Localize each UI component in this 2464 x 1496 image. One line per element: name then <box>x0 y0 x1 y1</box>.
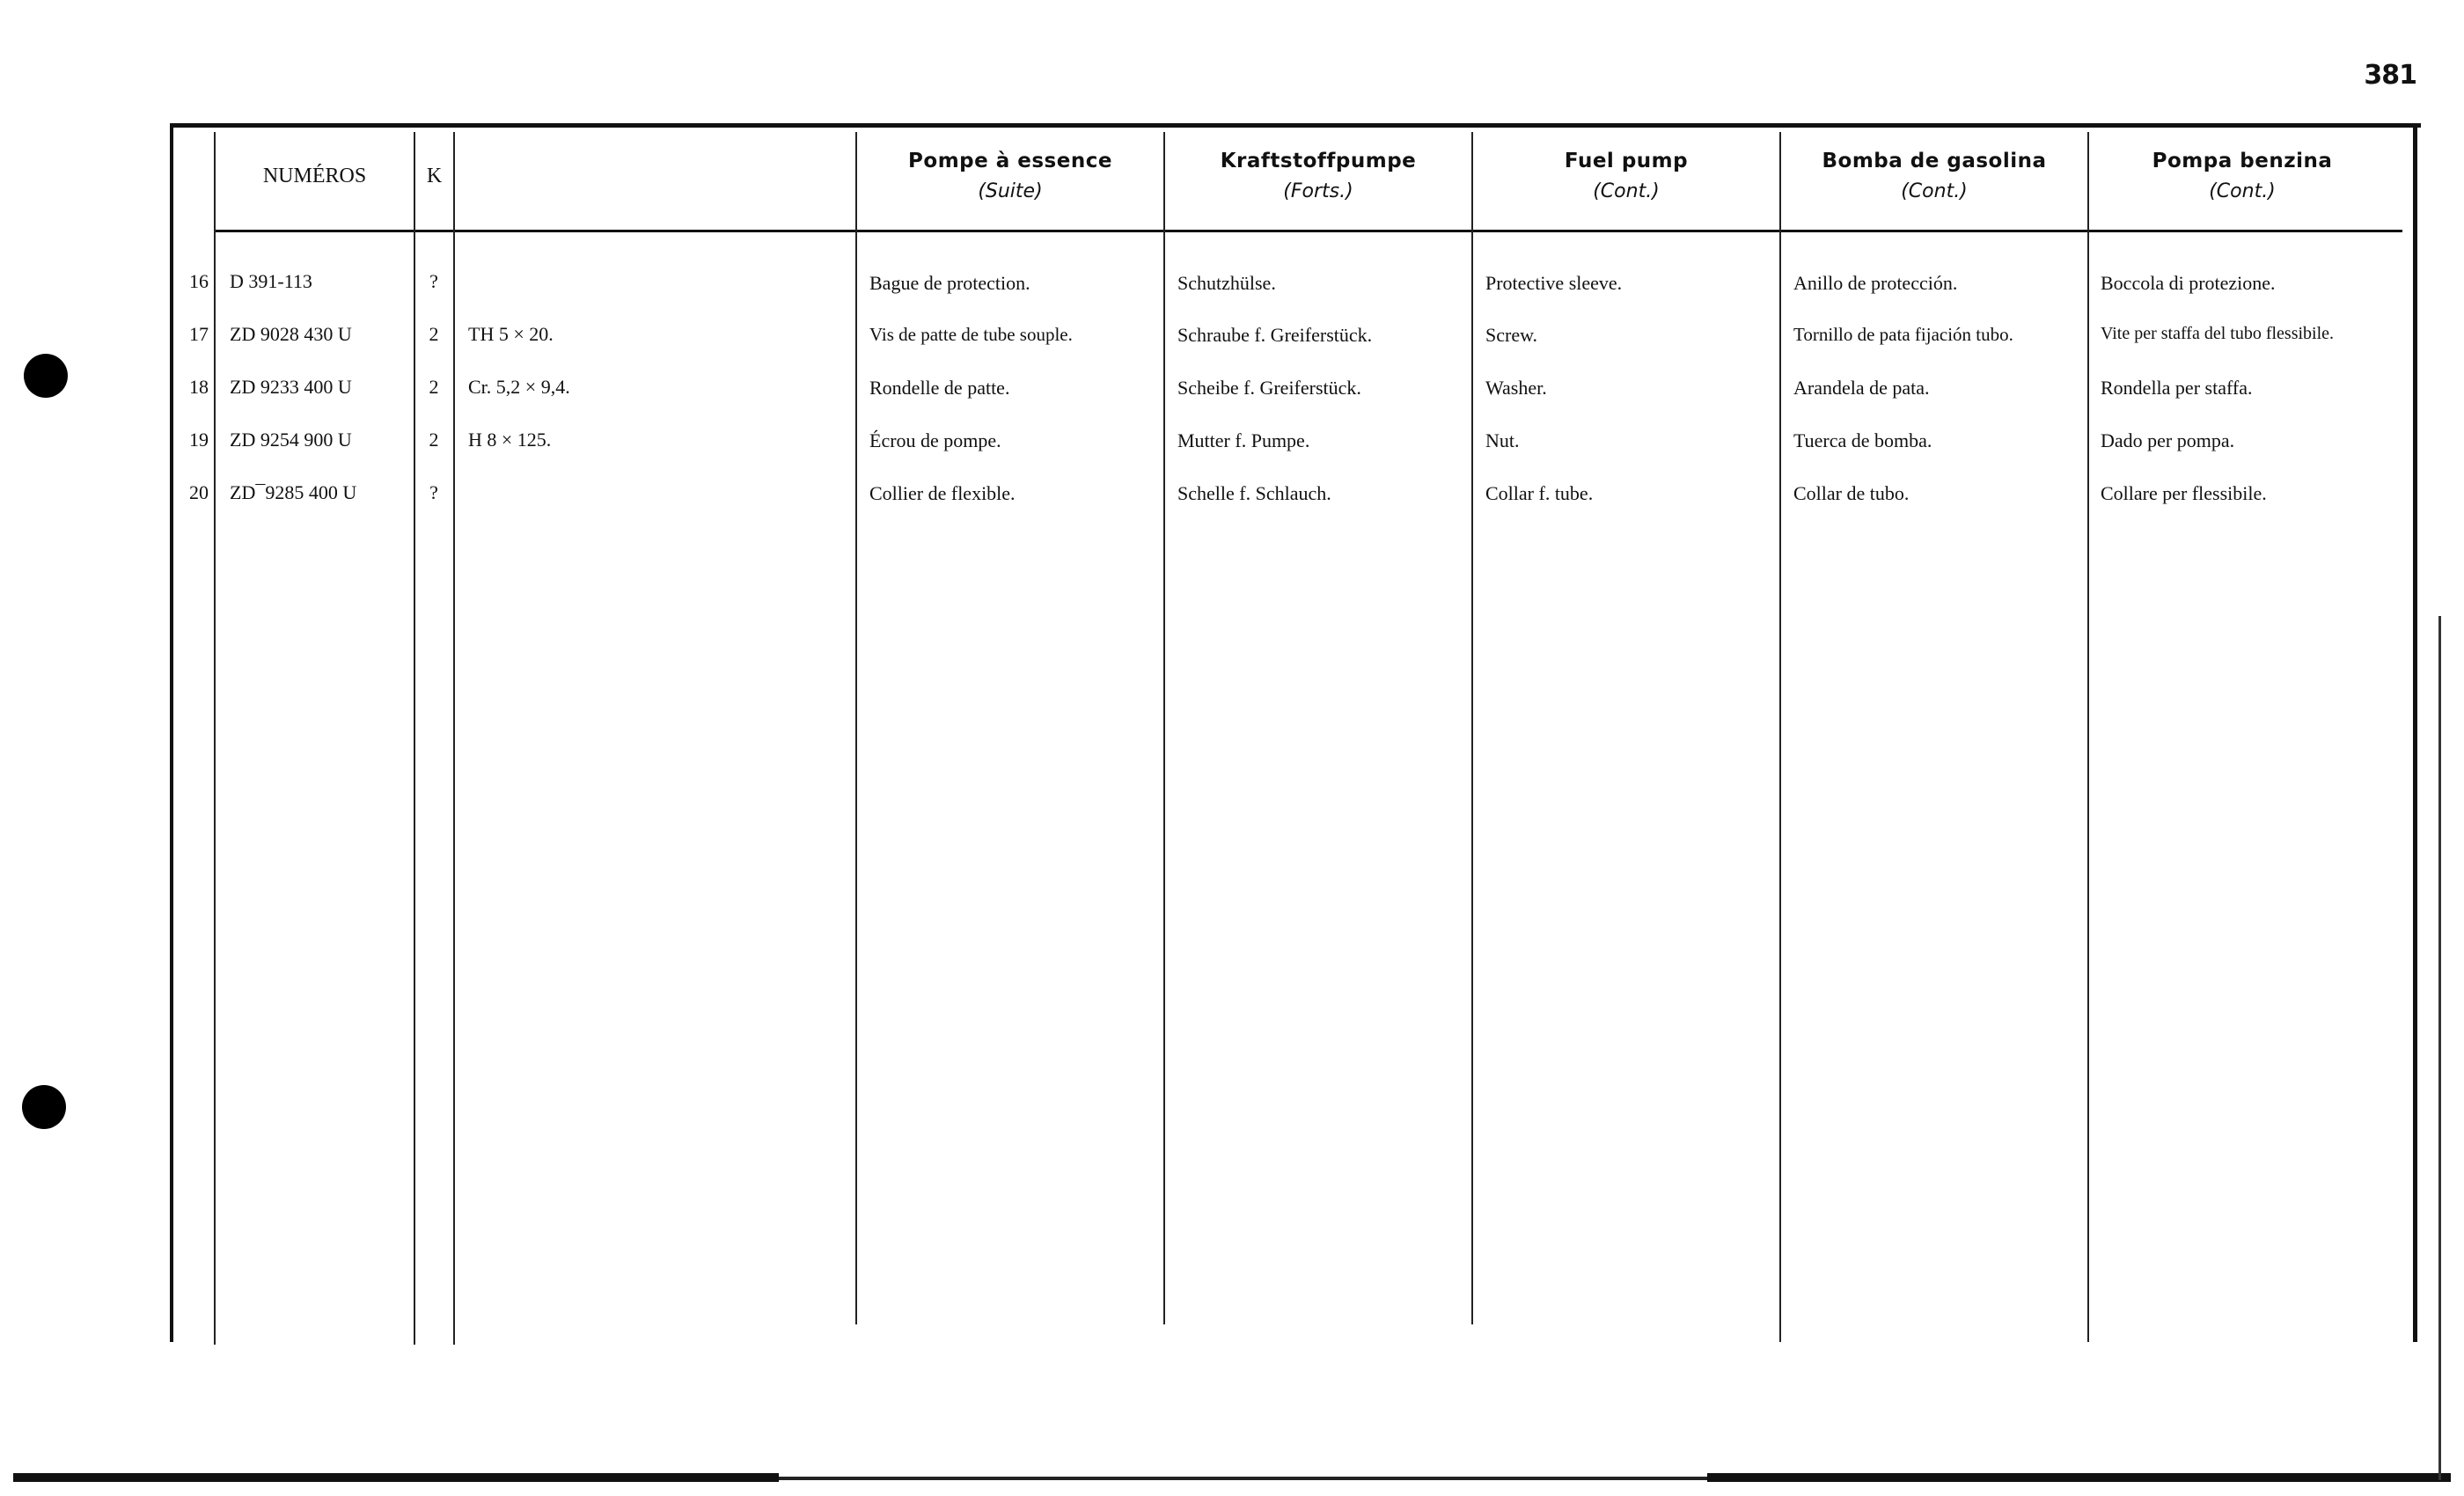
desc-english: Nut. <box>1485 429 1520 451</box>
header-french <box>856 150 1164 202</box>
k-value: 2 <box>429 323 439 345</box>
header-german-title: Kraftstoffpumpe <box>1220 150 1417 172</box>
table-top-border <box>172 123 2421 128</box>
desc-italian: Collare per flessibile. <box>2101 482 2267 504</box>
header-spanish <box>1780 150 2088 202</box>
k-value: 2 <box>429 376 439 398</box>
spec: TH 5 × 20. <box>468 323 554 345</box>
page-bottom-rule-bold-right <box>1707 1473 2451 1482</box>
row-number: 18 <box>189 376 209 398</box>
desc-english: Washer. <box>1485 377 1547 399</box>
column-divider <box>855 132 857 1324</box>
column-divider <box>1471 132 1473 1324</box>
desc-french: Bague de protection. <box>869 272 1030 294</box>
desc-english: Screw. <box>1485 324 1538 346</box>
desc-german: Schelle f. Schlauch. <box>1177 482 1331 504</box>
page-number: 381 <box>2364 60 2416 91</box>
desc-spanish: Tuerca de bomba. <box>1793 429 1932 451</box>
part-number: ZD¯9285 400 U <box>230 481 357 503</box>
header-german-subtitle: (Forts.) <box>1283 180 1353 202</box>
header-k: K <box>426 165 443 187</box>
desc-italian: Vite per staffa del tubo flessibile. <box>2101 324 2335 343</box>
header-french-title: Pompe à essence <box>908 150 1112 172</box>
desc-italian: Boccola di protezione. <box>2101 272 2276 294</box>
header-spanish-title: Bomba de gasolina <box>1822 150 2047 172</box>
table-left-border <box>170 123 173 1342</box>
desc-german: Mutter f. Pumpe. <box>1177 429 1310 451</box>
row-number: 20 <box>189 481 209 503</box>
k-value: 2 <box>429 429 439 451</box>
desc-german: Scheibe f. Greiferstück. <box>1177 377 1361 399</box>
column-divider <box>214 132 216 1345</box>
desc-spanish: Collar de tubo. <box>1793 482 1910 504</box>
header-italian-subtitle: (Cont.) <box>2209 180 2276 202</box>
desc-french: Écrou de pompe. <box>869 429 1001 451</box>
header-numeros: NUMÉROS <box>262 165 367 187</box>
desc-french: Collier de flexible. <box>869 482 1016 504</box>
column-divider <box>1163 132 1165 1324</box>
part-number: ZD 9254 900 U <box>230 429 352 451</box>
header-italian-title: Pompa benzina <box>2152 150 2333 172</box>
header-rule <box>214 230 2402 232</box>
spec: H 8 × 125. <box>468 429 552 451</box>
desc-german: Schraube f. Greiferstück. <box>1177 324 1373 346</box>
desc-english: Collar f. tube. <box>1485 482 1594 504</box>
header-english-title: Fuel pump <box>1564 150 1689 172</box>
part-number: D 391-113 <box>230 270 312 292</box>
desc-spanish: Anillo de protección. <box>1793 272 1958 294</box>
header-english <box>1472 150 1780 202</box>
punch-hole-bottom <box>22 1085 66 1129</box>
spec: Cr. 5,2 × 9,4. <box>468 376 570 398</box>
desc-german: Schutzhülse. <box>1177 272 1276 294</box>
page-right-edge <box>2438 616 2441 1480</box>
punch-hole-top <box>24 354 68 398</box>
header-spanish-subtitle: (Cont.) <box>1901 180 1968 202</box>
row-number: 17 <box>189 323 209 345</box>
k-value: ? <box>429 270 438 292</box>
header-french-subtitle: (Suite) <box>978 180 1043 202</box>
desc-spanish: Arandela de pata. <box>1793 377 1930 399</box>
column-divider <box>1779 132 1781 1342</box>
header-english-subtitle: (Cont.) <box>1593 180 1660 202</box>
row-number: 19 <box>189 429 209 451</box>
desc-french: Rondelle de patte. <box>869 377 1010 399</box>
desc-italian: Dado per pompa. <box>2101 429 2235 451</box>
header-german <box>1164 150 1472 202</box>
page-bottom-rule-bold-left <box>13 1473 779 1482</box>
desc-french: Vis de patte de tube souple. <box>869 324 1073 345</box>
desc-spanish: Tornillo de pata fijación tubo. <box>1793 324 2013 345</box>
column-divider <box>414 132 415 1345</box>
part-number: ZD 9028 430 U <box>230 323 352 345</box>
column-divider <box>2087 132 2089 1342</box>
desc-italian: Rondella per staffa. <box>2101 377 2253 399</box>
header-italian <box>2088 150 2396 202</box>
desc-english: Protective sleeve. <box>1485 272 1623 294</box>
row-number: 16 <box>189 270 209 292</box>
table-right-border <box>2413 123 2417 1342</box>
column-divider <box>453 132 455 1345</box>
k-value: ? <box>429 481 438 503</box>
part-number: ZD 9233 400 U <box>230 376 352 398</box>
